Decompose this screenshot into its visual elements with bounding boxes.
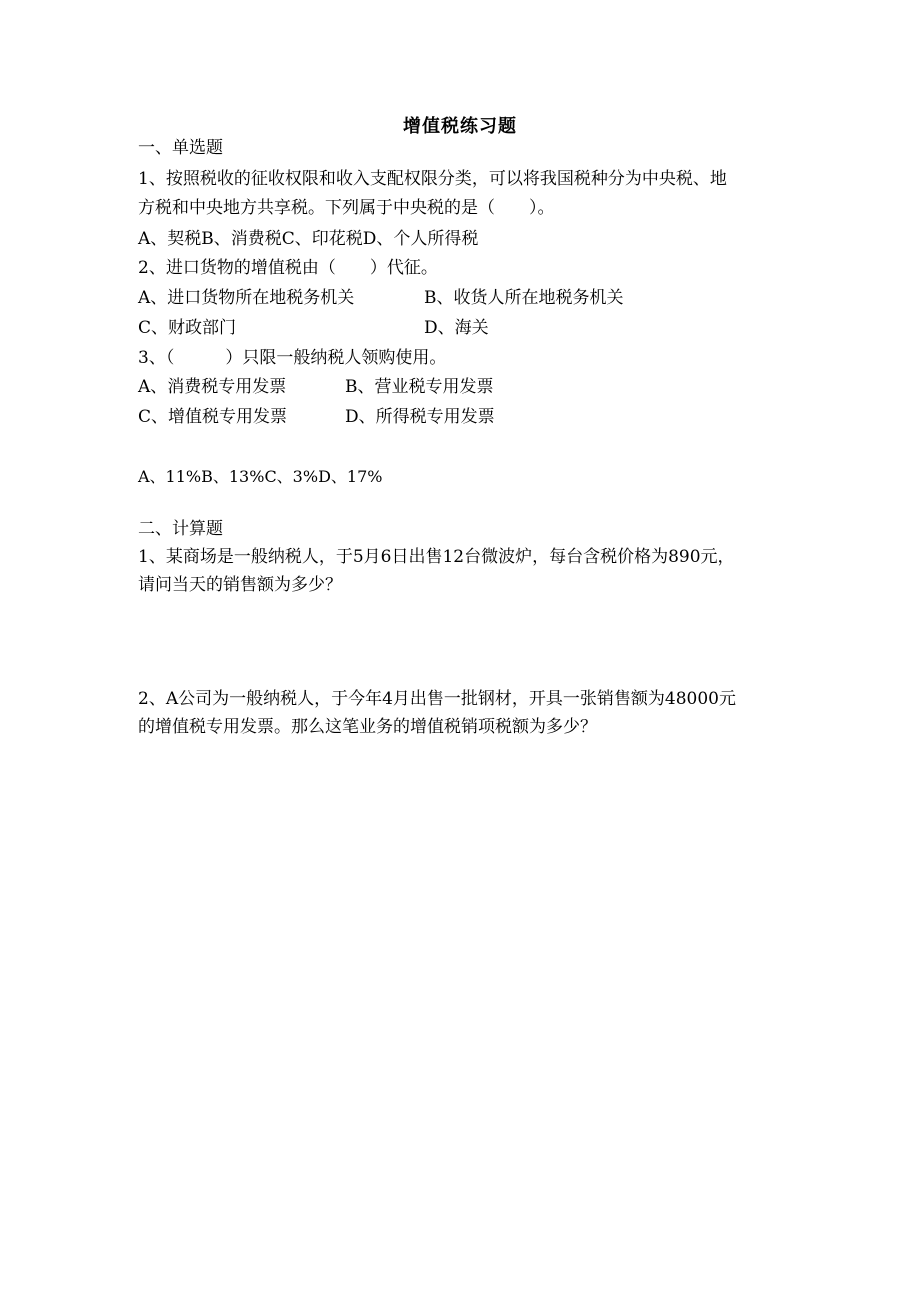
section1-q1-options: A、契税B、消费税C、印花税D、个人所得税 xyxy=(138,229,479,249)
section2-q2-line1: 2、A公司为一般纳税人，于今年4月出售一批钢材，开具一张销售额为48000元 xyxy=(138,689,736,709)
section1-q3-option-a: A、消费税专用发票 xyxy=(138,377,287,397)
section2-q1-line2: 请问当天的销售额为多少？ xyxy=(138,575,342,595)
section1-q2-text: 2、进口货物的增值税由（ ）代征。 xyxy=(138,258,438,278)
section2-q1-line1: 1、某商场是一般纳税人，于5月6日出售12台微波炉，每台含税价格为890元， xyxy=(138,547,735,567)
section2-heading: 二、计算题 xyxy=(138,519,223,539)
section1-q2-option-d: D、海关 xyxy=(424,318,489,338)
section1-q3-option-b: B、营业税专用发票 xyxy=(345,377,494,397)
section1-q3-text: 3、（ ）只限一般纳税人领购使用。 xyxy=(138,348,447,368)
section1-q1-line2: 方税和中央地方共享税。下列属于中央税的是（ ）。 xyxy=(138,198,555,218)
section1-q2-option-a: A、进口货物所在地税务机关 xyxy=(138,288,355,308)
section1-q4-options: A、11%B、13%C、3%D、17% xyxy=(138,467,383,486)
section1-q3-option-d: D、所得税专用发票 xyxy=(345,407,495,427)
section1-q2-option-b: B、收货人所在地税务机关 xyxy=(424,288,624,308)
section1-q3-option-c: C、增值税专用发票 xyxy=(138,407,288,427)
document-title: 增值税练习题 xyxy=(403,116,517,137)
section1-heading: 一、单选题 xyxy=(138,138,223,158)
section2-q2-line2: 的增值税专用发票。那么这笔业务的增值税销项税额为多少？ xyxy=(138,717,597,737)
section1-q1-line1: 1、按照税收的征收权限和收入支配权限分类，可以将我国税种分为中央税、地 xyxy=(138,169,727,189)
section1-q2-option-c: C、财政部门 xyxy=(138,318,237,338)
